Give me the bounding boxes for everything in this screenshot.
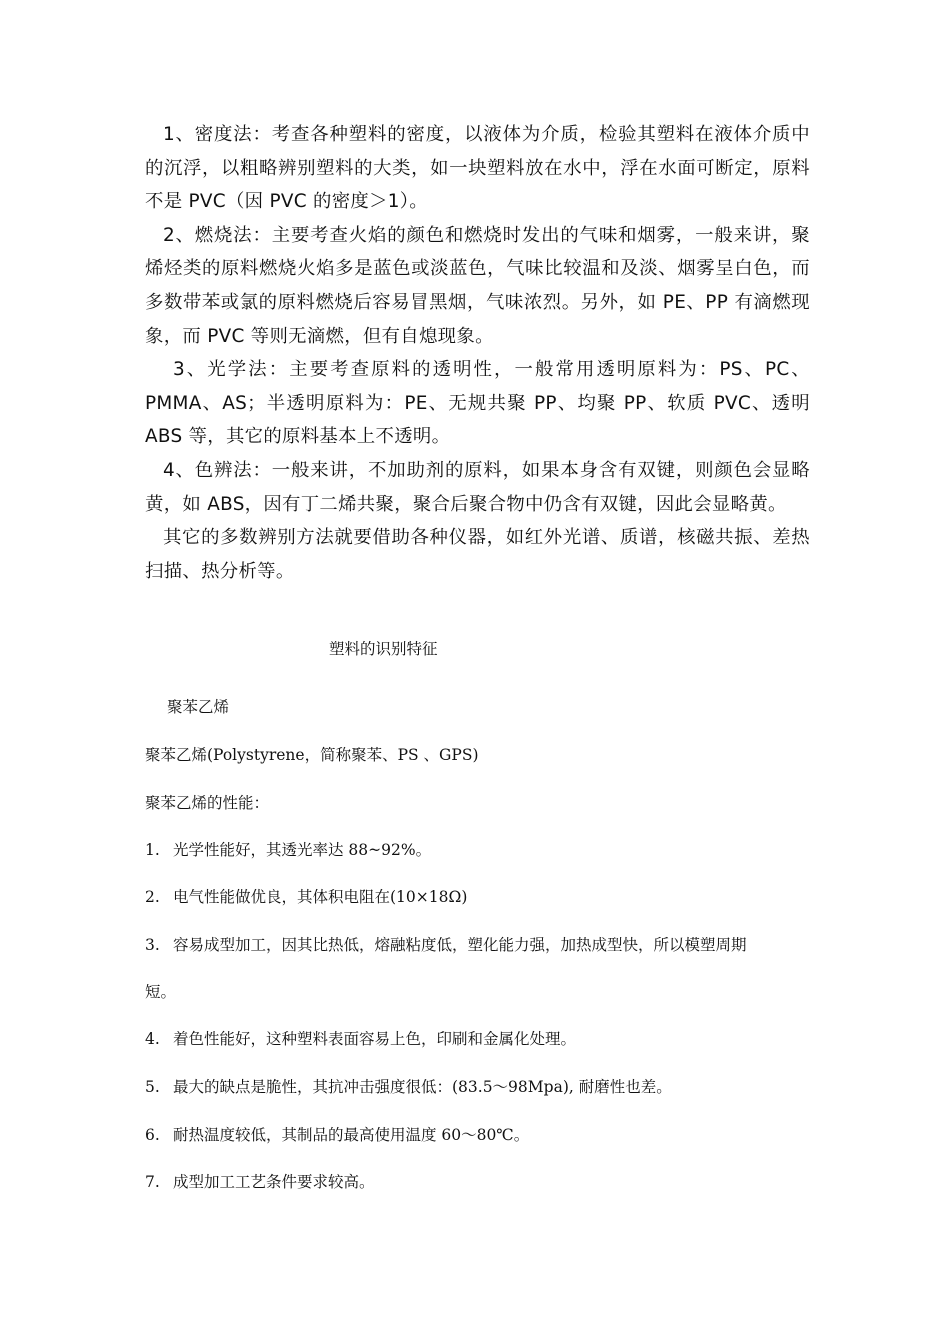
combustion-method-paragraph: 2、燃烧法：主要考查火焰的颜色和燃烧时发出的气味和烟雾，一般来讲，聚烯烃类的原料燃烧火焰多是蓝色或淡蓝色，气味比较温和及淡、烟雾呈白色，而多数带苯或氯的原料燃烧后容易冒黑烟，气味浓烈。另外，如 PE、PP 有滴燃现象，而 PVC 等则无滴燃，但有自熄现象。 bbox=[145, 224, 810, 347]
section-title: 塑料的识别特征 bbox=[329, 640, 438, 658]
optical-method-paragraph: 3、光学法：主要考查原料的透明性，一般常用透明原料为：PS、PC、PMMA、AS；半透明原料为：PE、无规共聚 PP、均聚 PP、软质 PVC、透明 ABS 等，其它的原料基本上不透明。 bbox=[145, 359, 810, 448]
property-text: 容易成型加工，因其比热低，熔融粘度低，塑化能力强，加热成型快，所以模塑周期 bbox=[173, 936, 747, 954]
property-item bbox=[145, 933, 747, 955]
property-text: 耐热温度较低，其制品的最高使用温度 60～80℃。 bbox=[173, 1126, 530, 1144]
property-number: 7. bbox=[145, 1173, 160, 1191]
polystyrene-subheading: 聚苯乙烯 bbox=[167, 698, 230, 716]
property-item bbox=[145, 1123, 529, 1145]
property-item bbox=[145, 1075, 672, 1097]
color-method-paragraph: 4、色辨法：一般来讲，不加助剂的原料，如果本身含有双键，则颜色会显略黄，如 ABS，因有丁二烯共聚，聚合后聚合物中仍含有双键，因此会显略黄。 bbox=[145, 459, 810, 515]
property-item-continuation bbox=[145, 980, 176, 1002]
density-method-paragraph: 1、密度法：考查各种塑料的密度，以液体为介质，检验其塑料在液体介质中的沉浮，以粗略辨别塑料的大类，如一块塑料放在水中，浮在水面可断定，原料不是 PVC（因 PVC 的密度＞1）。 bbox=[145, 124, 810, 213]
property-number: 3. bbox=[145, 936, 160, 954]
other-methods-paragraph: 其它的多数辨别方法就要借助各种仪器，如红外光谱、质谱，核磁共振、差热扫描、热分析等。 bbox=[145, 527, 810, 582]
property-text: 电气性能做优良，其体积电阻在(10×18Ω) bbox=[173, 888, 468, 906]
property-text: 着色性能好，这种塑料表面容易上色，印刷和金属化处理。 bbox=[173, 1030, 577, 1048]
property-text: 短。 bbox=[145, 983, 177, 1001]
property-text: 光学性能好，其透光率达 88~92%。 bbox=[173, 841, 432, 859]
property-item bbox=[145, 838, 431, 860]
property-text: 成型加工工艺条件要求较高。 bbox=[173, 1173, 375, 1191]
polystyrene-intro: 聚苯乙烯(Polystyrene，简称聚苯、PS 、GPS) bbox=[145, 746, 479, 764]
property-item bbox=[145, 885, 467, 907]
property-number: 4. bbox=[145, 1030, 160, 1048]
property-text: 最大的缺点是脆性，其抗冲击强度很低：(83.5～98Mpa), 耐磨性也差。 bbox=[173, 1078, 672, 1096]
property-number: 6. bbox=[145, 1126, 160, 1144]
identification-methods bbox=[145, 118, 810, 588]
properties-heading: 聚苯乙烯的性能： bbox=[145, 794, 270, 812]
property-number: 2. bbox=[145, 888, 160, 906]
property-number: 5. bbox=[145, 1078, 160, 1096]
property-number: 1. bbox=[145, 841, 160, 859]
property-item bbox=[145, 1170, 375, 1192]
property-item bbox=[145, 1027, 576, 1049]
